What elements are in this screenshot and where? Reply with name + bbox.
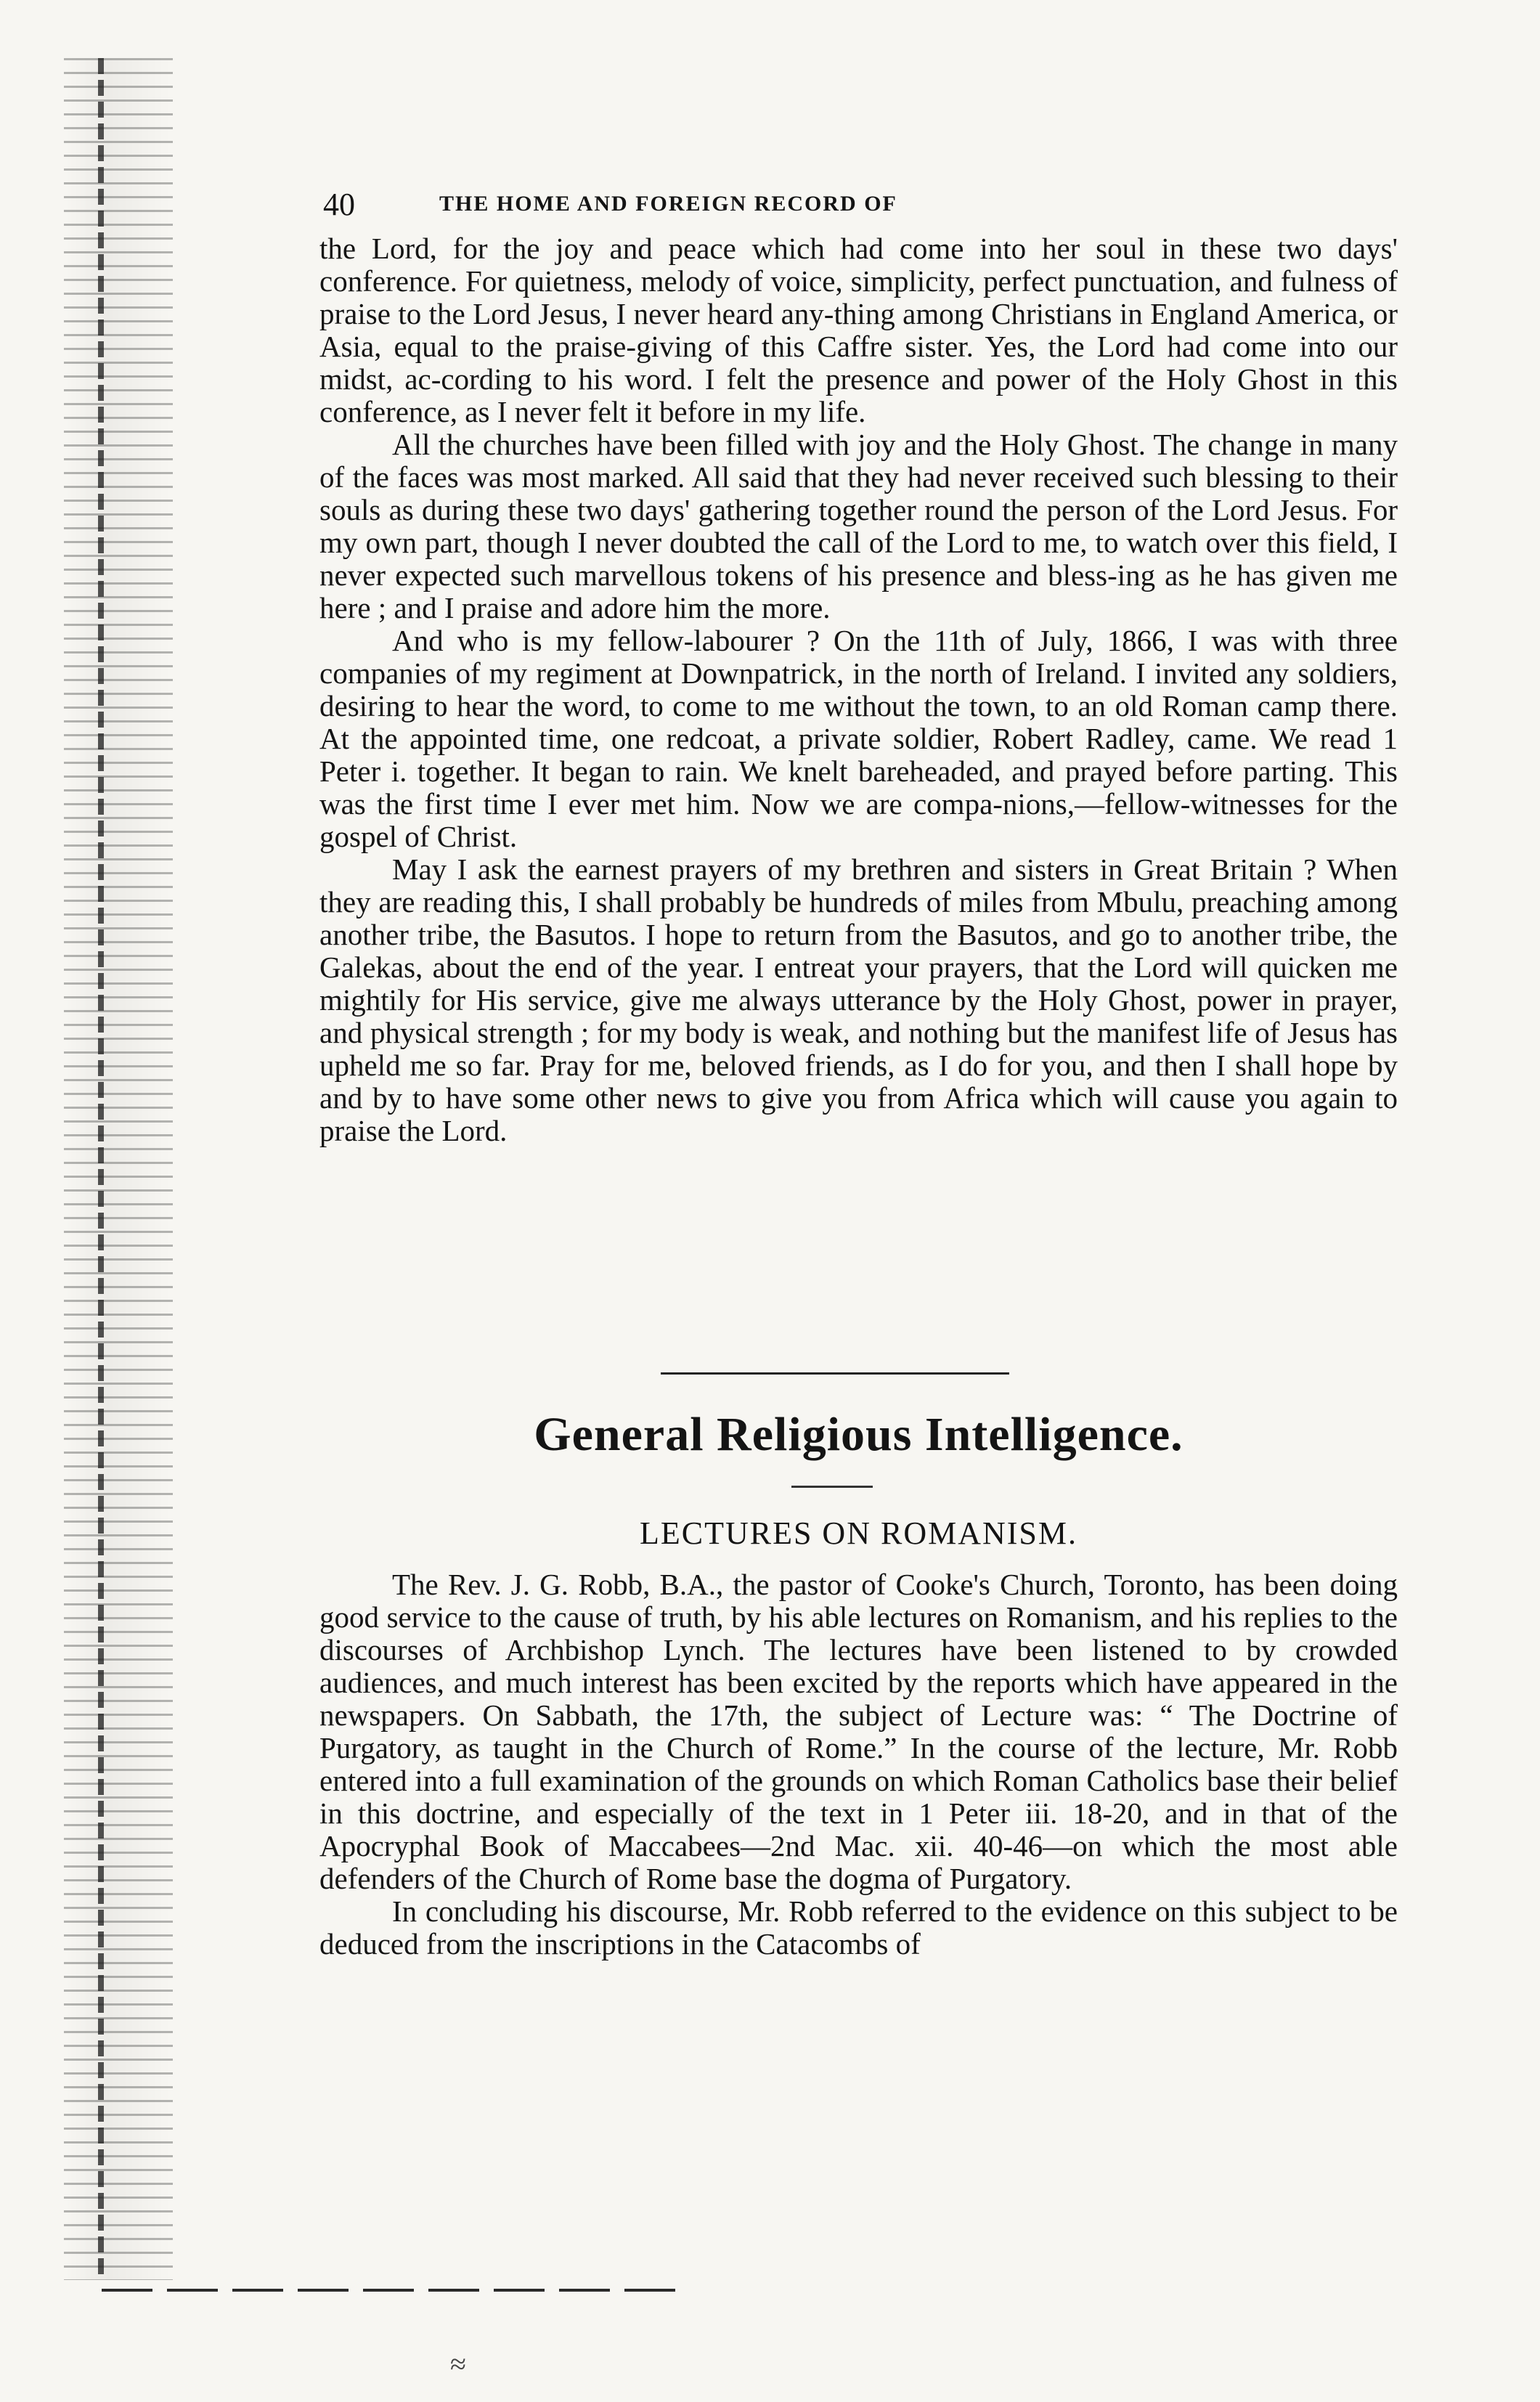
bottom-mark: ≈	[450, 2348, 466, 2380]
article-heading: LECTURES ON ROMANISM.	[639, 1515, 1078, 1551]
page-header	[323, 186, 1394, 229]
section-title: General Religious Intelligence.	[534, 1408, 1183, 1461]
paragraph: May I ask the earnest prayers of my brethren and sisters in Great Britain ? When they are reading this, I shall probably be hundreds of miles from Mbulu, preaching among another tribe, the Basutos. I hope to return from the Basutos, and go to another tribe, the Galekas, about the end of the year. I entreat your prayers, that the Lord will quicken me mightily for His service, give me always utterance by the Holy Ghost, power in prayer, and physical strength ; for my body is weak, and nothing but the manifest life of Jesus has upheld me so far. Pray for me, beloved friends, as I do for you, and then I shall hope by and by to have some other news to give you from Africa which will cause you again to praise the Lord.	[319, 852, 1398, 1147]
letter-continuation	[319, 232, 1398, 1147]
bottom-rule	[102, 2289, 683, 2292]
binding-line-artifact	[98, 58, 104, 2280]
paragraph: The Rev. J. G. Robb, B.A., the pastor of Cooke's Church, Toronto, has been doing good service to the cause of truth, by his able lectures on Romanism, and his replies to the discourses of Archbishop Lynch. The lectures have been listened to by crowded audiences, and much interest has been excited by the reports which have appeared in the newspapers. On Sabbath, the 17th, the subject of Lecture was: “ The Doctrine of Purgatory, as taught in the Church of Rome.” In the course of the lecture, Mr. Robb entered into a full examination of the grounds on which Roman Catholics base their belief in this doctrine, and especially of the text in 1 Peter iii. 18-20, and in that of the Apocryphal Book of Maccabees—2nd Mac. xii. 40-46—on which the most able defenders of the Church of Rome base the dogma of Purgatory.	[319, 1568, 1398, 1895]
section-divider	[661, 1372, 1009, 1375]
binding-edge-artifact	[64, 58, 173, 2280]
paragraph: the Lord, for the joy and peace which had come into her soul in these two days' conference. For quietness, melody of voice, simplicity, perfect punctuation, and fulness of praise to the Lord Jesus, I never heard any-thing among Christians in England America, or Asia, equal to the praise-giving of this Caffre sister. Yes, the Lord had come into our midst, ac-cording to his word. I felt the presence and power of the Holy Ghost in this conference, as I never felt it before in my life.	[319, 232, 1398, 428]
paragraph: In concluding his discourse, Mr. Robb referred to the evidence on this subject to be deduced from the inscriptions in the Catacombs of	[319, 1894, 1398, 1961]
article-body	[319, 1568, 1398, 1961]
running-title: THE HOME AND FOREIGN RECORD OF	[439, 192, 897, 216]
paragraph: All the churches have been filled with joy and the Holy Ghost. The change in many of the faces was most marked. All said that they had never received such blessing to their souls as during these two days' gathering together round the person of the Lord Jesus. For my own part, though I never doubted the call of the Lord to me, to watch over this field, I never expected such marvellous tokens of his presence and bless-ing as he has given me here ; and I praise and adore him the more.	[319, 428, 1398, 624]
page-number: 40	[323, 187, 355, 222]
title-underline	[791, 1486, 873, 1488]
paragraph: And who is my fellow-labourer ? On the 11th of July, 1866, I was with three companies of my regiment at Downpatrick, in the north of Ireland. I invited any soldiers, desiring to hear the word, to come to me without the town, to an old Roman camp there. At the appointed time, one redcoat, a private soldier, Robert Radley, came. We read 1 Peter i. together. It began to rain. We knelt bareheaded, and prayed before parting. This was the first time I ever met him. Now we are compa-nions,—fellow-witnesses for the gospel of Christ.	[319, 624, 1398, 853]
